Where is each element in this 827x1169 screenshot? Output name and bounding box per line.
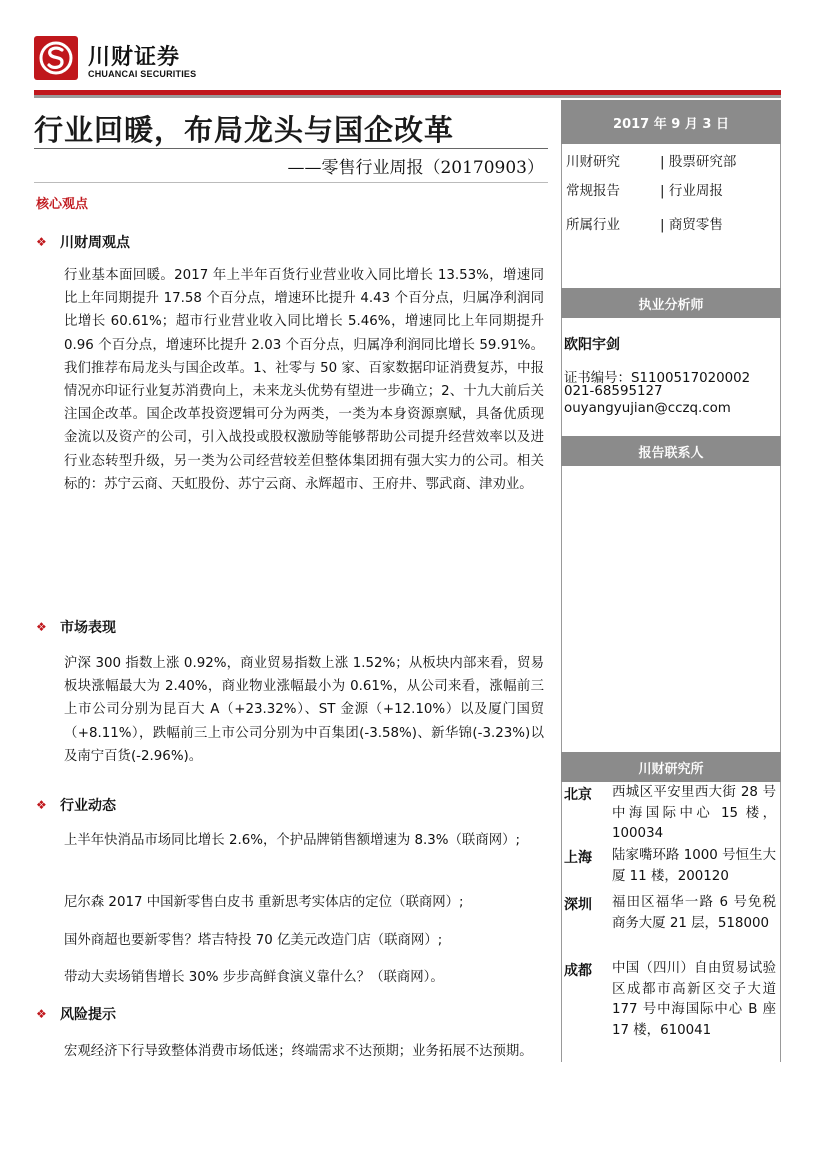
section-heading-text: 风险提示 bbox=[60, 1007, 116, 1023]
section-heading-text: 行业动态 bbox=[60, 798, 116, 814]
subtitle-divider bbox=[34, 182, 548, 183]
brand-name-en: CHUANCAI SECURITIES bbox=[88, 69, 197, 79]
institute-heading: 川财研究所 bbox=[561, 752, 781, 782]
analyst-cert: 证书编号：S1100517020002 bbox=[564, 371, 751, 386]
section-paragraph: 沪深 300 指数上涨 0.92%，商业贸易指数上涨 1.52%；从板块内部来看，贸易板块涨幅最大为 2.40%，商业物业涨幅最小为 0.61%，从公司来看，涨幅前三上市公司分别为昆百大 A（+23.32%）、ST 金源（+12.10%）以及厦门国贸（+8.11%），跌幅前三上市公司分别为中百集团(-3.58%)、新华锦(-3.23%)以及南宁百货(-2.96%)。 bbox=[64, 656, 544, 764]
contact-box bbox=[561, 466, 781, 752]
address-city: 北京 bbox=[564, 787, 592, 803]
address-text: 中国（四川）自由贸易试验区成都市高新区交子大道 177 号中海国际中心 B 座 17 楼，610041 bbox=[612, 961, 776, 1038]
core-view-heading: 核心观点 bbox=[36, 197, 89, 212]
info-row bbox=[566, 213, 723, 233]
info-row bbox=[566, 150, 737, 170]
address-box bbox=[561, 782, 781, 1062]
address-text: 陆家嘴环路 1000 号恒生大厦 11 楼，200120 bbox=[612, 848, 776, 884]
section-heading-industry-news bbox=[36, 795, 116, 815]
report-subtitle: ——零售行业周报（20170903） bbox=[287, 158, 544, 178]
diamond-bullet-icon: ❖ bbox=[36, 1007, 47, 1021]
info-value: | 商贸零售 bbox=[660, 217, 723, 233]
diamond-bullet-icon: ❖ bbox=[36, 235, 47, 249]
analyst-heading: 执业分析师 bbox=[561, 288, 781, 318]
brand-name: 川财证券 bbox=[88, 45, 181, 70]
title-divider bbox=[34, 148, 548, 149]
analyst-email[interactable]: ouyangyujian@cczq.com bbox=[564, 401, 731, 416]
news-item: 上半年快消品市场同比增长 2.6%，个护品牌销售额增速为 8.3%（联商网）; bbox=[64, 833, 520, 848]
info-label: 常规报告 bbox=[566, 183, 620, 199]
section-heading-risk bbox=[36, 1004, 116, 1024]
analyst-phone: 021-68595127 bbox=[564, 384, 663, 399]
section-paragraph: 行业基本面回暖。2017 年上半年百货行业营业收入同比增长 13.53%，增速同比上年同期提升 17.58 个百分点，增速环比提升 4.43 个百分点，归属净利润同比增长 60.61%；超市行业营业收入同比增长 5.46%，增速同比上年同期提升 0.96 个百分点，增速环比提升 2.03 个百分点，归属净利润同比增长 59.91%。我们推荐布局龙头与国企改革。1、社零与 50 家、百家数据印证消费复苏，中报情况亦印证行业复苏消费向上，未来龙头优势有望进一步确立；2、十九大前后关注国企改革。国企改革投资逻辑可分为两类，一类为本身资源禀赋，具备优质现金流以及资产的公司，引入战投或股权激励等能够帮助公司提升经营效率以及进行业态转型升级，另一类为公司经营较差但整体集团拥有强大实力的公司。相关标的：苏宁云商、天虹股份、苏宁云商、永辉超市、王府井、鄂武商、津劝业。 bbox=[64, 268, 544, 492]
info-row bbox=[566, 179, 723, 199]
section-heading-text: 市场表现 bbox=[60, 620, 116, 636]
address-text: 西城区平安里西大街 28 号中海国际中心 15 楼，100034 bbox=[612, 785, 776, 841]
contact-heading: 报告联系人 bbox=[561, 436, 781, 466]
info-label: 川财研究 bbox=[566, 154, 620, 170]
info-label: 所属行业 bbox=[566, 217, 620, 233]
news-item: 国外商超也要新零售？塔吉特投 70 亿美元改造门店（联商网）; bbox=[64, 933, 443, 948]
analyst-name: 欧阳宇剑 bbox=[564, 337, 620, 353]
address-city: 上海 bbox=[564, 850, 592, 866]
chuancai-logo-icon bbox=[34, 36, 78, 80]
section-heading-text: 川财周观点 bbox=[60, 235, 130, 251]
report-title: 行业回暖，布局龙头与国企改革 bbox=[34, 113, 455, 147]
analyst-box bbox=[561, 318, 781, 436]
news-item: 尼尔森 2017 中国新零售白皮书 重新思考实体店的定位（联商网）; bbox=[64, 895, 464, 910]
info-value: | 行业周报 bbox=[660, 183, 723, 199]
section-heading-weekly-view bbox=[36, 232, 130, 252]
info-value: | 股票研究部 bbox=[660, 154, 737, 170]
address-text: 福田区福华一路 6 号免税商务大厦 21 层，518000 bbox=[612, 895, 776, 931]
diamond-bullet-icon: ❖ bbox=[36, 620, 47, 634]
report-date: 2017 年 9 月 3 日 bbox=[561, 100, 781, 144]
news-item: 带动大卖场销售增长 30% 步步高鲜食演义靠什么？（联商网）。 bbox=[64, 970, 444, 985]
section-paragraph: 宏观经济下行导致整体消费市场低迷；终端需求不达预期；业务拓展不达预期。 bbox=[64, 1044, 533, 1059]
report-info-box bbox=[561, 144, 781, 288]
header-rule-grey bbox=[34, 95, 781, 98]
section-heading-market bbox=[36, 617, 116, 637]
diamond-bullet-icon: ❖ bbox=[36, 798, 47, 812]
address-city: 深圳 bbox=[564, 897, 592, 913]
address-city: 成都 bbox=[564, 963, 592, 979]
